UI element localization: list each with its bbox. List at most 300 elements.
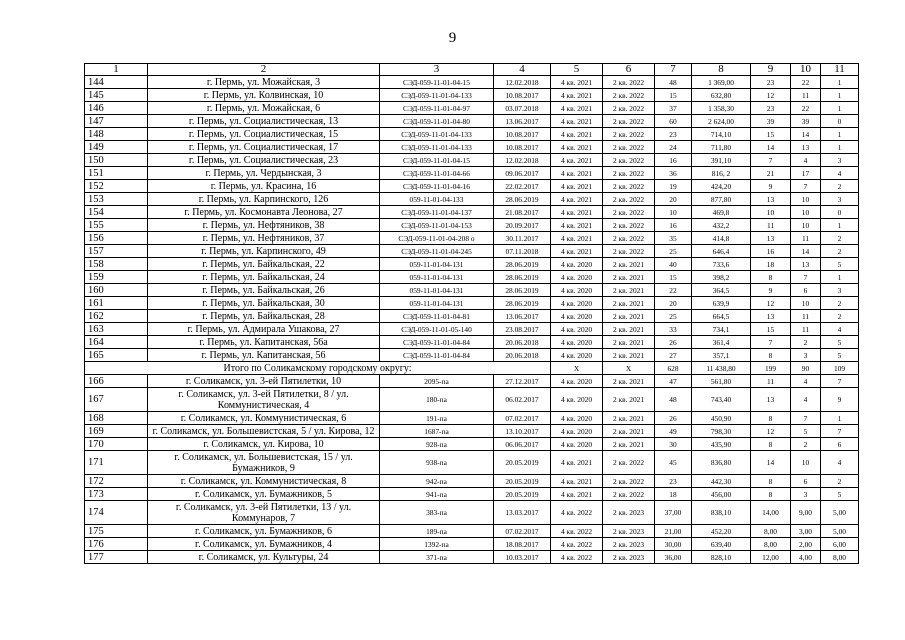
address-cell (148, 128, 380, 141)
quarter-end-cell: 2 кв. 2021 (603, 310, 655, 323)
col-11-value-cell: 9 (821, 388, 859, 412)
col-8-value-cell: 391,10 (692, 154, 751, 167)
col-7-value-cell: 20 (655, 193, 692, 206)
quarter-start-cell: 4 кв. 2021 (551, 115, 603, 128)
address-text: г. Пермь, ул. Карпинского, 49 (201, 245, 326, 257)
col-8-value-cell: 469,8 (692, 206, 751, 219)
quarter-end-cell: 2 кв. 2023 (603, 525, 655, 538)
quarter-end-cell: 2 кв. 2021 (603, 425, 655, 438)
col-10-value-cell: 10 (791, 193, 821, 206)
col-9-value-cell: 13 (751, 388, 791, 412)
col-9-value-cell: 7 (751, 154, 791, 167)
header-row (85, 64, 859, 76)
row-number-cell: 145 (85, 89, 148, 102)
col-8-value-cell: 828,10 (692, 551, 751, 564)
col-11-value-cell: 1 (821, 89, 859, 102)
document-date-cell: 28.06.2019 (494, 258, 551, 271)
col-7-value-cell: 26 (655, 412, 692, 425)
col-7-value-cell: 15 (655, 271, 692, 284)
col-8-value-cell: 364,5 (692, 284, 751, 297)
col-9-value-cell: 8,00 (751, 538, 791, 551)
document-date-cell: 13.06.2017 (494, 115, 551, 128)
document-number-cell: СЭД-059-11-01-04-66 (380, 167, 494, 180)
col-10-value-cell: 22 (791, 76, 821, 89)
document-date-cell: 23.08.2017 (494, 323, 551, 336)
address-cell (148, 167, 380, 180)
document-date-cell: 07.11.2018 (494, 245, 551, 258)
document-number-cell: 938-па (380, 451, 494, 475)
table-row (85, 128, 859, 141)
document-date-cell: 20.05.2019 (494, 475, 551, 488)
col-11-value-cell: 5,00 (821, 501, 859, 525)
row-number-cell: 167 (85, 388, 148, 412)
col-10-value-cell: 14 (791, 245, 821, 258)
table-row (85, 245, 859, 258)
quarter-start-cell: 4 кв. 2022 (551, 525, 603, 538)
quarter-start-cell: 4 кв. 2021 (551, 89, 603, 102)
col-7-value-cell: 30 (655, 438, 692, 451)
row-number-cell: 173 (85, 488, 148, 501)
table-row (85, 412, 859, 425)
col-11-value-cell: 0 (821, 206, 859, 219)
address-text: г. Соликамск, ул. 3-ей Пятилетки, 13 / ул. Коммунаров, 7 (175, 501, 352, 524)
document-number-cell: 059-11-01-04-131 (380, 284, 494, 297)
address-text: г. Соликамск, ул. Культуры, 24 (198, 551, 329, 563)
address-text: г. Пермь, ул. Можайская, 3 (206, 76, 321, 88)
col-10-value-cell: 10 (791, 451, 821, 475)
document-date-cell: 10.08.2017 (494, 141, 551, 154)
address-text: г. Пермь, ул. Байкальская, 30 (202, 297, 325, 309)
document-number-cell: 371-па (380, 551, 494, 564)
col-7-value-cell: 26 (655, 336, 692, 349)
col-9-value-cell: 12 (751, 297, 791, 310)
table-row (85, 425, 859, 438)
col-10-value-cell: 11 (791, 310, 821, 323)
address-cell (148, 538, 380, 551)
col-7-value-cell: 48 (655, 388, 692, 412)
quarter-end-cell: 2 кв. 2021 (603, 412, 655, 425)
address-cell (148, 193, 380, 206)
col-11-value-cell: 1 (821, 219, 859, 232)
document-date-cell: 03.07.2018 (494, 102, 551, 115)
col-9-value-cell: 8 (751, 349, 791, 362)
document-date-cell: 06.06.2017 (494, 438, 551, 451)
document-date-cell: 13.10.2017 (494, 425, 551, 438)
table-row (85, 375, 859, 388)
quarter-start-cell: 4 кв. 2021 (551, 167, 603, 180)
table-row (85, 310, 859, 323)
col-7-value-cell: 37 (655, 102, 692, 115)
table-row (85, 488, 859, 501)
header-cell: 8 (692, 64, 751, 76)
row-number-cell: 171 (85, 451, 148, 475)
col-11-value-cell: 5 (821, 336, 859, 349)
col-9-value-cell: 39 (751, 115, 791, 128)
col-10-value-cell: 3 (791, 488, 821, 501)
col-7-value-cell: 20 (655, 297, 692, 310)
col-8-value-cell: 2 624,00 (692, 115, 751, 128)
col-10-value-cell: 4 (791, 375, 821, 388)
total-label: Итого по Соликамскому городскому округу: (85, 362, 551, 375)
quarter-end-cell: 2 кв. 2021 (603, 323, 655, 336)
col-9-value-cell: 8 (751, 475, 791, 488)
table-row (85, 388, 859, 412)
col-10-value-cell: 6 (791, 475, 821, 488)
table-row (85, 154, 859, 167)
address-text: г. Пермь, ул. Красина, 16 (210, 180, 317, 192)
row-number-cell: 176 (85, 538, 148, 551)
address-cell (148, 245, 380, 258)
col-9-value-cell: 14,00 (751, 501, 791, 525)
document-date-cell: 20.09.2017 (494, 219, 551, 232)
col-8-value-cell: 838,10 (692, 501, 751, 525)
quarter-start-cell: 4 кв. 2021 (551, 245, 603, 258)
col-10-value-cell: 14 (791, 128, 821, 141)
address-cell (148, 501, 380, 525)
quarter-end-cell: 2 кв. 2022 (603, 89, 655, 102)
col-7-value-cell: 15 (655, 89, 692, 102)
col-10-value-cell: 10 (791, 219, 821, 232)
table-row (85, 193, 859, 206)
col-10-value-cell: 11 (791, 323, 821, 336)
row-number-cell: 150 (85, 154, 148, 167)
address-cell (148, 115, 380, 128)
header-cell: 2 (148, 64, 380, 76)
col-8-value-cell: 743,40 (692, 388, 751, 412)
document-number-cell: 180-па (380, 388, 494, 412)
quarter-end-cell: 2 кв. 2022 (603, 102, 655, 115)
col-7-value-cell: 19 (655, 180, 692, 193)
address-cell (148, 206, 380, 219)
col-9-value-cell: 8 (751, 271, 791, 284)
row-number-cell: 163 (85, 323, 148, 336)
col-11-value-cell: 1 (821, 412, 859, 425)
address-text: г. Пермь, ул. Социалистическая, 15 (188, 128, 339, 140)
address-cell (148, 180, 380, 193)
col-10-value-cell: 2 (791, 336, 821, 349)
document-date-cell: 18.08.2017 (494, 538, 551, 551)
col-10-value-cell: 11 (791, 89, 821, 102)
col-9-value-cell: 13 (751, 310, 791, 323)
document-number-cell: СЭД-059-11-01-04-15 (380, 154, 494, 167)
address-text: г. Соликамск, ул. Бумажников, 6 (195, 525, 332, 537)
document-date-cell: 12.02.2018 (494, 154, 551, 167)
col-7-value-cell: 40 (655, 258, 692, 271)
col-8-value-cell: 361,4 (692, 336, 751, 349)
row-number-cell: 156 (85, 232, 148, 245)
col-8-value-cell: 424,20 (692, 180, 751, 193)
table-row (85, 76, 859, 89)
address-text: г. Пермь, ул. Байкальская, 26 (202, 284, 325, 296)
address-cell (148, 349, 380, 362)
quarter-start-cell: 4 кв. 2021 (551, 475, 603, 488)
page-number: 9 (448, 30, 457, 46)
document-number-cell: СЭД-059-11-01-04-97 (380, 102, 494, 115)
quarter-start-cell: 4 кв. 2021 (551, 193, 603, 206)
col-9-value-cell: 13 (751, 193, 791, 206)
address-text: г. Соликамск, ул. Большевистская, 5 / ул. Кирова, 12 (152, 425, 375, 437)
quarter-start-cell: 4 кв. 2020 (551, 271, 603, 284)
address-cell (148, 451, 380, 475)
col-7-value-cell: 18 (655, 488, 692, 501)
row-number-cell: 174 (85, 501, 148, 525)
quarter-end-cell: 2 кв. 2022 (603, 128, 655, 141)
quarter-start-cell: 4 кв. 2020 (551, 438, 603, 451)
col-11-value-cell: 3 (821, 154, 859, 167)
col-8-value-cell: 435,90 (692, 438, 751, 451)
document-date-cell: 06.02.2017 (494, 388, 551, 412)
col-7-value-cell: 22 (655, 284, 692, 297)
document-date-cell: 21.08.2017 (494, 206, 551, 219)
col-11-value-cell: 6,00 (821, 538, 859, 551)
col-9-value-cell: 21 (751, 167, 791, 180)
row-number-cell: 161 (85, 297, 148, 310)
address-cell (148, 154, 380, 167)
quarter-start-cell: 4 кв. 2022 (551, 501, 603, 525)
table-row (85, 525, 859, 538)
table-row (85, 115, 859, 128)
quarter-end-cell: 2 кв. 2021 (603, 388, 655, 412)
document-date-cell: 07.02.2017 (494, 525, 551, 538)
address-text: г. Пермь, ул. Капитанская, 56 (201, 349, 326, 361)
quarter-end-cell: 2 кв. 2021 (603, 438, 655, 451)
col-9-value-cell: 8 (751, 488, 791, 501)
register-table (84, 63, 859, 564)
table-row (85, 141, 859, 154)
address-text: г. Пермь, ул. Колвинская, 10 (203, 89, 324, 101)
quarter-start-cell: 4 кв. 2020 (551, 375, 603, 388)
document-number-cell: 2095-па (380, 375, 494, 388)
document-number-cell: СЭД-059-11-01-04-15 (380, 76, 494, 89)
quarter-end-cell: 2 кв. 2023 (603, 551, 655, 564)
col-8-value-cell: 398,2 (692, 271, 751, 284)
col-10-value-cell: 10 (791, 297, 821, 310)
document-date-cell: 20.05.2019 (494, 488, 551, 501)
quarter-start-cell: 4 кв. 2022 (551, 551, 603, 564)
document-number-cell: 383-па (380, 501, 494, 525)
table-row (85, 206, 859, 219)
address-cell (148, 297, 380, 310)
col-10-value-cell: 3 (791, 349, 821, 362)
col-11-value-cell: 5,00 (821, 525, 859, 538)
quarter-start-cell: 4 кв. 2021 (551, 488, 603, 501)
document-number-cell: СЭД-059-11-01-04-133 (380, 89, 494, 102)
address-text: г. Пермь, ул. Адмирала Ушакова, 27 (187, 323, 340, 335)
col-10-value-cell: 7 (791, 180, 821, 193)
quarter-start-cell: 4 кв. 2021 (551, 141, 603, 154)
address-text: г. Соликамск, ул. 3-ей Пятилетки, 10 (185, 375, 342, 387)
quarter-start-cell: 4 кв. 2021 (551, 180, 603, 193)
col-9-value-cell: 10 (751, 206, 791, 219)
col-8-value-cell: 639,9 (692, 297, 751, 310)
document-date-cell: 09.06.2017 (494, 167, 551, 180)
col-8-value-cell: 836,80 (692, 451, 751, 475)
col-8-value-cell: 456,00 (692, 488, 751, 501)
row-number-cell: 160 (85, 284, 148, 297)
quarter-start-cell: 4 кв. 2020 (551, 323, 603, 336)
col-10-value-cell: 9,00 (791, 501, 821, 525)
row-number-cell: 168 (85, 412, 148, 425)
address-text: г. Пермь, ул. Нефтяников, 37 (202, 232, 325, 244)
col-9-value-cell: 8 (751, 412, 791, 425)
document-number-cell: 059-11-01-04-131 (380, 297, 494, 310)
quarter-end-cell: 2 кв. 2022 (603, 232, 655, 245)
document-date-cell: 28.06.2019 (494, 271, 551, 284)
total-row (85, 362, 859, 375)
row-number-cell: 152 (85, 180, 148, 193)
document-date-cell: 30.11.2017 (494, 232, 551, 245)
document-number-cell: 191-па (380, 412, 494, 425)
col-11-value-cell: 1 (821, 141, 859, 154)
document-date-cell: 12.02.2018 (494, 76, 551, 89)
table-row (85, 336, 859, 349)
col-10-value-cell: 39 (791, 115, 821, 128)
row-number-cell: 159 (85, 271, 148, 284)
address-text: г. Пермь, ул. Космонавта Леонова, 27 (184, 206, 343, 218)
document-number-cell: 1392-па (380, 538, 494, 551)
table-row (85, 167, 859, 180)
quarter-end-cell: 2 кв. 2022 (603, 475, 655, 488)
col-9-value-cell: 14 (751, 451, 791, 475)
col-11-value-cell: 2 (821, 180, 859, 193)
address-cell (148, 76, 380, 89)
document-number-cell: 059-11-01-04-131 (380, 258, 494, 271)
row-number-cell: 154 (85, 206, 148, 219)
col-7-value-cell: 23 (655, 475, 692, 488)
document-number-cell: СЭД-059-11-01-04-80 (380, 115, 494, 128)
address-text: г. Пермь, ул. Социалистическая, 13 (188, 115, 339, 127)
document-number-cell: СЭД-059-11-01-04-16 (380, 180, 494, 193)
row-number-cell: 165 (85, 349, 148, 362)
row-number-cell: 169 (85, 425, 148, 438)
col-8-value-cell: 714,10 (692, 128, 751, 141)
col-8-value-cell: 1 369,00 (692, 76, 751, 89)
address-text: г. Соликамск, ул. Большевистская, 15 / ул. Бумажников, 9 (174, 451, 353, 474)
col-7-value-cell: 47 (655, 375, 692, 388)
col-11-value-cell: 8,00 (821, 551, 859, 564)
document-number-cell: СЭД-059-11-01-04-137 (380, 206, 494, 219)
col-10-value-cell: 13 (791, 258, 821, 271)
col-9-value-cell: 12 (751, 425, 791, 438)
col-11-value-cell: 0 (821, 115, 859, 128)
address-cell (148, 232, 380, 245)
col-11-value-cell: 5 (821, 258, 859, 271)
row-number-cell: 144 (85, 76, 148, 89)
total-c9-cell: 199 (751, 362, 791, 375)
table-row (85, 538, 859, 551)
col-8-value-cell: 452,20 (692, 525, 751, 538)
header-cell: 1 (85, 64, 148, 76)
col-7-value-cell: 25 (655, 245, 692, 258)
col-9-value-cell: 9 (751, 180, 791, 193)
table-row (85, 232, 859, 245)
row-number-cell: 170 (85, 438, 148, 451)
col-10-value-cell: 22 (791, 102, 821, 115)
row-number-cell: 166 (85, 375, 148, 388)
quarter-end-cell: 2 кв. 2022 (603, 180, 655, 193)
quarter-start-cell: 4 кв. 2020 (551, 425, 603, 438)
row-number-cell: 148 (85, 128, 148, 141)
quarter-start-cell: 4 кв. 2021 (551, 206, 603, 219)
total-c5-cell: Х (551, 362, 603, 375)
quarter-end-cell: 2 кв. 2021 (603, 375, 655, 388)
quarter-start-cell: 4 кв. 2022 (551, 538, 603, 551)
quarter-start-cell: 4 кв. 2020 (551, 284, 603, 297)
header-cell: 10 (791, 64, 821, 76)
row-number-cell: 164 (85, 336, 148, 349)
col-10-value-cell: 7 (791, 412, 821, 425)
document-number-cell: 189-па (380, 525, 494, 538)
table-row (85, 475, 859, 488)
document-date-cell: 10.08.2017 (494, 89, 551, 102)
col-9-value-cell: 8,00 (751, 525, 791, 538)
col-11-value-cell: 1 (821, 76, 859, 89)
quarter-start-cell: 4 кв. 2021 (551, 76, 603, 89)
col-7-value-cell: 35 (655, 232, 692, 245)
col-7-value-cell: 33 (655, 323, 692, 336)
col-10-value-cell: 4,00 (791, 551, 821, 564)
address-cell (148, 375, 380, 388)
col-9-value-cell: 11 (751, 375, 791, 388)
address-text: г. Соликамск, ул. Коммунистическая, 6 (180, 412, 347, 424)
address-cell (148, 310, 380, 323)
col-8-value-cell: 639,40 (692, 538, 751, 551)
col-7-value-cell: 36,00 (655, 551, 692, 564)
address-cell (148, 488, 380, 501)
col-9-value-cell: 9 (751, 284, 791, 297)
col-11-value-cell: 2 (821, 297, 859, 310)
document-number-cell: СЭД-059-11-01-04-153 (380, 219, 494, 232)
col-8-value-cell: 561,80 (692, 375, 751, 388)
table-row (85, 501, 859, 525)
col-10-value-cell: 4 (791, 154, 821, 167)
col-11-value-cell: 2 (821, 475, 859, 488)
document-number-cell: СЭД-059-11-01-04-133 (380, 128, 494, 141)
col-9-value-cell: 18 (751, 258, 791, 271)
quarter-start-cell: 4 кв. 2020 (551, 258, 603, 271)
document-number-cell: СЭД-059-11-01-04-84 (380, 349, 494, 362)
col-10-value-cell: 11 (791, 232, 821, 245)
quarter-end-cell: 2 кв. 2022 (603, 167, 655, 180)
col-8-value-cell: 711,80 (692, 141, 751, 154)
row-number-cell: 175 (85, 525, 148, 538)
col-7-value-cell: 36 (655, 167, 692, 180)
total-c6-cell: Х (603, 362, 655, 375)
address-text: г. Пермь, ул. Чердынская, 3 (205, 167, 322, 179)
quarter-end-cell: 2 кв. 2023 (603, 501, 655, 525)
address-cell (148, 412, 380, 425)
col-9-value-cell: 14 (751, 141, 791, 154)
document-date-cell: 13.03.2017 (494, 501, 551, 525)
col-10-value-cell: 10 (791, 206, 821, 219)
quarter-start-cell: 4 кв. 2021 (551, 232, 603, 245)
col-7-value-cell: 30,00 (655, 538, 692, 551)
col-11-value-cell: 2 (821, 232, 859, 245)
col-10-value-cell: 3,00 (791, 525, 821, 538)
address-cell (148, 525, 380, 538)
quarter-start-cell: 4 кв. 2021 (551, 451, 603, 475)
address-text: г. Соликамск, ул. Бумажников, 5 (195, 488, 332, 500)
address-text: г. Пермь, ул. Байкальская, 24 (202, 271, 325, 283)
header-cell: 3 (380, 64, 494, 76)
col-9-value-cell: 16 (751, 245, 791, 258)
address-cell (148, 425, 380, 438)
address-text: г. Пермь, ул. Байкальская, 22 (202, 258, 325, 270)
row-number-cell: 155 (85, 219, 148, 232)
col-8-value-cell: 414,8 (692, 232, 751, 245)
quarter-start-cell: 4 кв. 2020 (551, 349, 603, 362)
col-8-value-cell: 816, 2 (692, 167, 751, 180)
